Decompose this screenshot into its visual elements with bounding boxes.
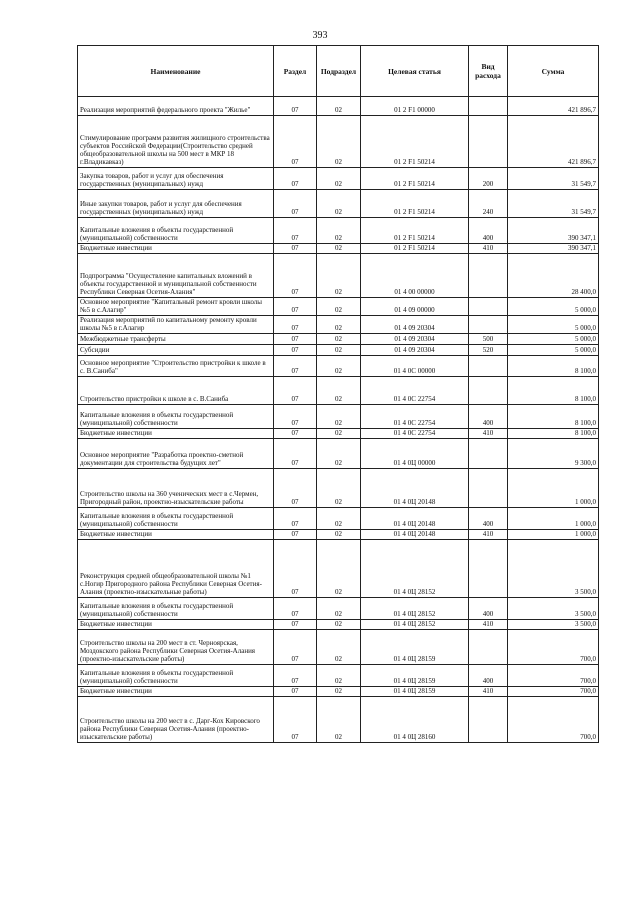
cell-section: 07	[274, 598, 317, 620]
cell-sum: 3 500,0	[508, 598, 599, 620]
cell-subsection: 02	[317, 540, 361, 598]
cell-target: 01 4 0Ц 28159	[361, 687, 469, 697]
table-row	[78, 508, 599, 530]
table-row	[78, 356, 599, 377]
table-row	[78, 377, 599, 405]
cell-subsection: 02	[317, 254, 361, 298]
table-row	[78, 345, 599, 356]
cell-section: 07	[274, 697, 317, 743]
cell-section: 07	[274, 116, 317, 168]
cell-section: 07	[274, 540, 317, 598]
cell-section: 07	[274, 316, 317, 334]
table-row	[78, 405, 599, 429]
cell-section: 07	[274, 254, 317, 298]
table-row	[78, 630, 599, 665]
header-section: Раздел	[274, 46, 317, 97]
cell-sum: 3 500,0	[508, 540, 599, 598]
table-row	[78, 687, 599, 697]
cell-expense-type	[469, 630, 508, 665]
header-name: Наименование	[78, 46, 274, 97]
cell-name: Иные закупки товаров, работ и услуг для обеспечения государственных (муниципальных) нужд	[78, 190, 274, 218]
cell-target: 01 4 0С 00000	[361, 356, 469, 377]
cell-subsection: 02	[317, 298, 361, 316]
cell-section: 07	[274, 530, 317, 540]
cell-section: 07	[274, 298, 317, 316]
cell-subsection: 02	[317, 439, 361, 469]
cell-sum: 421 896,7	[508, 116, 599, 168]
cell-sum: 31 549,7	[508, 190, 599, 218]
cell-subsection: 02	[317, 316, 361, 334]
cell-target: 01 4 09 20304	[361, 345, 469, 356]
header-subsection: Подраздел	[317, 46, 361, 97]
cell-expense-type: 410	[469, 530, 508, 540]
cell-target: 01 4 09 20304	[361, 316, 469, 334]
cell-subsection: 02	[317, 405, 361, 429]
cell-sum: 8 100,0	[508, 377, 599, 405]
cell-sum: 31 549,7	[508, 168, 599, 190]
cell-expense-type: 500	[469, 334, 508, 345]
cell-sum: 700,0	[508, 687, 599, 697]
cell-sum: 421 896,7	[508, 97, 599, 116]
cell-name: Субсидии	[78, 345, 274, 356]
table-row	[78, 439, 599, 469]
cell-section: 07	[274, 190, 317, 218]
cell-sum: 390 347,1	[508, 218, 599, 244]
cell-name: Капитальные вложения в объекты государственной (муниципальной) собственности	[78, 405, 274, 429]
cell-name: Бюджетные инвестиции	[78, 620, 274, 630]
cell-sum: 5 000,0	[508, 345, 599, 356]
table-row	[78, 168, 599, 190]
cell-name: Строительство школы на 200 мест в с. Дарг-Кох Кировского района Республики Северная Осетия-Алания (проектно-изыскательские работы)	[78, 697, 274, 743]
budget-table	[77, 45, 599, 743]
cell-expense-type	[469, 439, 508, 469]
cell-target: 01 4 0Ц 20148	[361, 530, 469, 540]
cell-expense-type	[469, 298, 508, 316]
cell-subsection: 02	[317, 116, 361, 168]
cell-target: 01 4 0Ц 28159	[361, 665, 469, 687]
cell-target: 01 4 00 00000	[361, 254, 469, 298]
cell-subsection: 02	[317, 530, 361, 540]
cell-name: Капитальные вложения в объекты государственной (муниципальной) собственности	[78, 508, 274, 530]
cell-subsection: 02	[317, 697, 361, 743]
table-row	[78, 540, 599, 598]
cell-subsection: 02	[317, 469, 361, 508]
table-header-row	[78, 46, 599, 97]
cell-subsection: 02	[317, 168, 361, 190]
cell-subsection: 02	[317, 345, 361, 356]
table-row	[78, 665, 599, 687]
table-row	[78, 697, 599, 743]
cell-sum: 700,0	[508, 665, 599, 687]
cell-sum: 700,0	[508, 630, 599, 665]
cell-sum: 5 000,0	[508, 298, 599, 316]
cell-expense-type: 400	[469, 508, 508, 530]
cell-subsection: 02	[317, 508, 361, 530]
header-target: Целевая статья	[361, 46, 469, 97]
cell-subsection: 02	[317, 429, 361, 439]
cell-subsection: 02	[317, 334, 361, 345]
header-expense-type: Вид расхода	[469, 46, 508, 97]
cell-target: 01 4 0С 22754	[361, 405, 469, 429]
table-row	[78, 429, 599, 439]
table-row	[78, 190, 599, 218]
cell-target: 01 4 0Ц 28160	[361, 697, 469, 743]
cell-name: Бюджетные инвестиции	[78, 687, 274, 697]
cell-section: 07	[274, 218, 317, 244]
cell-sum: 5 000,0	[508, 334, 599, 345]
cell-expense-type	[469, 540, 508, 598]
cell-target: 01 4 0Ц 20148	[361, 469, 469, 508]
cell-expense-type: 410	[469, 620, 508, 630]
cell-sum: 1 000,0	[508, 508, 599, 530]
cell-name: Бюджетные инвестиции	[78, 244, 274, 254]
cell-target: 01 4 0Ц 28159	[361, 630, 469, 665]
table-row	[78, 530, 599, 540]
cell-target: 01 4 0Ц 00000	[361, 439, 469, 469]
cell-section: 07	[274, 405, 317, 429]
cell-expense-type: 400	[469, 665, 508, 687]
cell-sum: 5 000,0	[508, 316, 599, 334]
cell-name: Реконструкция средней общеобразовательной школы №1 с.Ногир Пригородного района Республики Северная Осетия-Алания (проектно-изыскательные работы)	[78, 540, 274, 598]
cell-section: 07	[274, 665, 317, 687]
header-sum: Сумма	[508, 46, 599, 97]
page-number: 393	[312, 30, 328, 41]
cell-section: 07	[274, 508, 317, 530]
cell-name: Стимулирование программ развития жилищного строительства субъектов Российской Федерации(Строительство средней общеобразовательной школы на 500 мест в МКР 18 г.Владикавказ)	[78, 116, 274, 168]
cell-target: 01 4 0С 22754	[361, 429, 469, 439]
cell-section: 07	[274, 345, 317, 356]
cell-sum: 28 400,0	[508, 254, 599, 298]
cell-name: Подпрограмма "Осуществление капитальных вложений в объекты государственной и муниципальной собственности Республики Северная Осетия-Алания"	[78, 254, 274, 298]
cell-expense-type: 400	[469, 218, 508, 244]
cell-name: Реализация мероприятий федерального проекта "Жилье"	[78, 97, 274, 116]
cell-target: 01 2 F1 50214	[361, 218, 469, 244]
cell-target: 01 4 09 00000	[361, 298, 469, 316]
cell-expense-type	[469, 697, 508, 743]
cell-section: 07	[274, 429, 317, 439]
cell-name: Капитальные вложения в объекты государственной (муниципальной) собственности	[78, 598, 274, 620]
cell-name: Реализация мероприятий по капитальному ремонту кровли школы №5 в г.Алагир	[78, 316, 274, 334]
cell-subsection: 02	[317, 598, 361, 620]
cell-subsection: 02	[317, 356, 361, 377]
cell-target: 01 4 0С 22754	[361, 377, 469, 405]
cell-section: 07	[274, 168, 317, 190]
cell-name: Основное мероприятие "Строительство пристройки к школе в с. В.Саниба"	[78, 356, 274, 377]
cell-expense-type	[469, 97, 508, 116]
table-row	[78, 334, 599, 345]
cell-expense-type	[469, 469, 508, 508]
cell-expense-type: 520	[469, 345, 508, 356]
cell-sum: 700,0	[508, 697, 599, 743]
table-row	[78, 298, 599, 316]
cell-target: 01 2 F1 50214	[361, 168, 469, 190]
table-row	[78, 620, 599, 630]
cell-subsection: 02	[317, 244, 361, 254]
cell-expense-type	[469, 254, 508, 298]
cell-section: 07	[274, 377, 317, 405]
cell-section: 07	[274, 630, 317, 665]
cell-expense-type: 410	[469, 429, 508, 439]
cell-name: Строительство школы на 360 ученических мест в с.Чермен, Пригородный район, проектно-изыскательские работы	[78, 469, 274, 508]
cell-expense-type: 410	[469, 244, 508, 254]
cell-name: Межбюджетные трансферты	[78, 334, 274, 345]
cell-name: Капитальные вложения в объекты государственной (муниципальной) собственности	[78, 218, 274, 244]
table-row	[78, 254, 599, 298]
table-row	[78, 244, 599, 254]
cell-expense-type	[469, 377, 508, 405]
cell-section: 07	[274, 244, 317, 254]
cell-sum: 8 100,0	[508, 405, 599, 429]
table-row	[78, 116, 599, 168]
cell-target: 01 4 0Ц 20148	[361, 508, 469, 530]
cell-section: 07	[274, 97, 317, 116]
table-row	[78, 97, 599, 116]
cell-expense-type: 410	[469, 687, 508, 697]
cell-target: 01 4 09 20304	[361, 334, 469, 345]
cell-expense-type	[469, 356, 508, 377]
cell-name: Бюджетные инвестиции	[78, 429, 274, 439]
cell-expense-type: 400	[469, 598, 508, 620]
cell-expense-type: 400	[469, 405, 508, 429]
cell-subsection: 02	[317, 97, 361, 116]
table-row	[78, 598, 599, 620]
cell-target: 01 4 0Ц 28152	[361, 540, 469, 598]
cell-name: Основное мероприятие "Разработка проектно-сметной документации для строительства будущих лет"	[78, 439, 274, 469]
cell-sum: 3 500,0	[508, 620, 599, 630]
cell-target: 01 4 0Ц 28152	[361, 620, 469, 630]
cell-expense-type: 240	[469, 190, 508, 218]
table-row	[78, 469, 599, 508]
cell-name: Бюджетные инвестиции	[78, 530, 274, 540]
cell-name: Основное мероприятие "Капитальный ремонт кровли школы №5 в с.Алагир"	[78, 298, 274, 316]
cell-sum: 1 000,0	[508, 530, 599, 540]
cell-section: 07	[274, 439, 317, 469]
cell-sum: 1 000,0	[508, 469, 599, 508]
cell-expense-type	[469, 116, 508, 168]
cell-expense-type: 200	[469, 168, 508, 190]
cell-target: 01 2 F1 50214	[361, 190, 469, 218]
cell-target: 01 4 0Ц 28152	[361, 598, 469, 620]
cell-sum: 8 100,0	[508, 356, 599, 377]
table-row	[78, 316, 599, 334]
cell-subsection: 02	[317, 687, 361, 697]
cell-section: 07	[274, 356, 317, 377]
cell-name: Строительство школы на 200 мест в ст. Черноярская, Моздокского района Республики Северная Осетия-Алания (проектно-изыскательские работы)	[78, 630, 274, 665]
cell-target: 01 2 F1 50214	[361, 116, 469, 168]
cell-section: 07	[274, 687, 317, 697]
cell-target: 01 2 F1 00000	[361, 97, 469, 116]
cell-subsection: 02	[317, 620, 361, 630]
cell-name: Закупка товаров, работ и услуг для обеспечения государственных (муниципальных) нужд	[78, 168, 274, 190]
cell-sum: 390 347,1	[508, 244, 599, 254]
cell-subsection: 02	[317, 665, 361, 687]
cell-target: 01 2 F1 50214	[361, 244, 469, 254]
cell-subsection: 02	[317, 218, 361, 244]
cell-subsection: 02	[317, 377, 361, 405]
cell-name: Строительство пристройки к школе в с. В.Саниба	[78, 377, 274, 405]
table-row	[78, 218, 599, 244]
cell-subsection: 02	[317, 190, 361, 218]
cell-sum: 8 100,0	[508, 429, 599, 439]
cell-expense-type	[469, 316, 508, 334]
cell-section: 07	[274, 469, 317, 508]
cell-name: Капитальные вложения в объекты государственной (муниципальной) собственности	[78, 665, 274, 687]
cell-sum: 9 300,0	[508, 439, 599, 469]
cell-subsection: 02	[317, 630, 361, 665]
cell-section: 07	[274, 334, 317, 345]
cell-section: 07	[274, 620, 317, 630]
